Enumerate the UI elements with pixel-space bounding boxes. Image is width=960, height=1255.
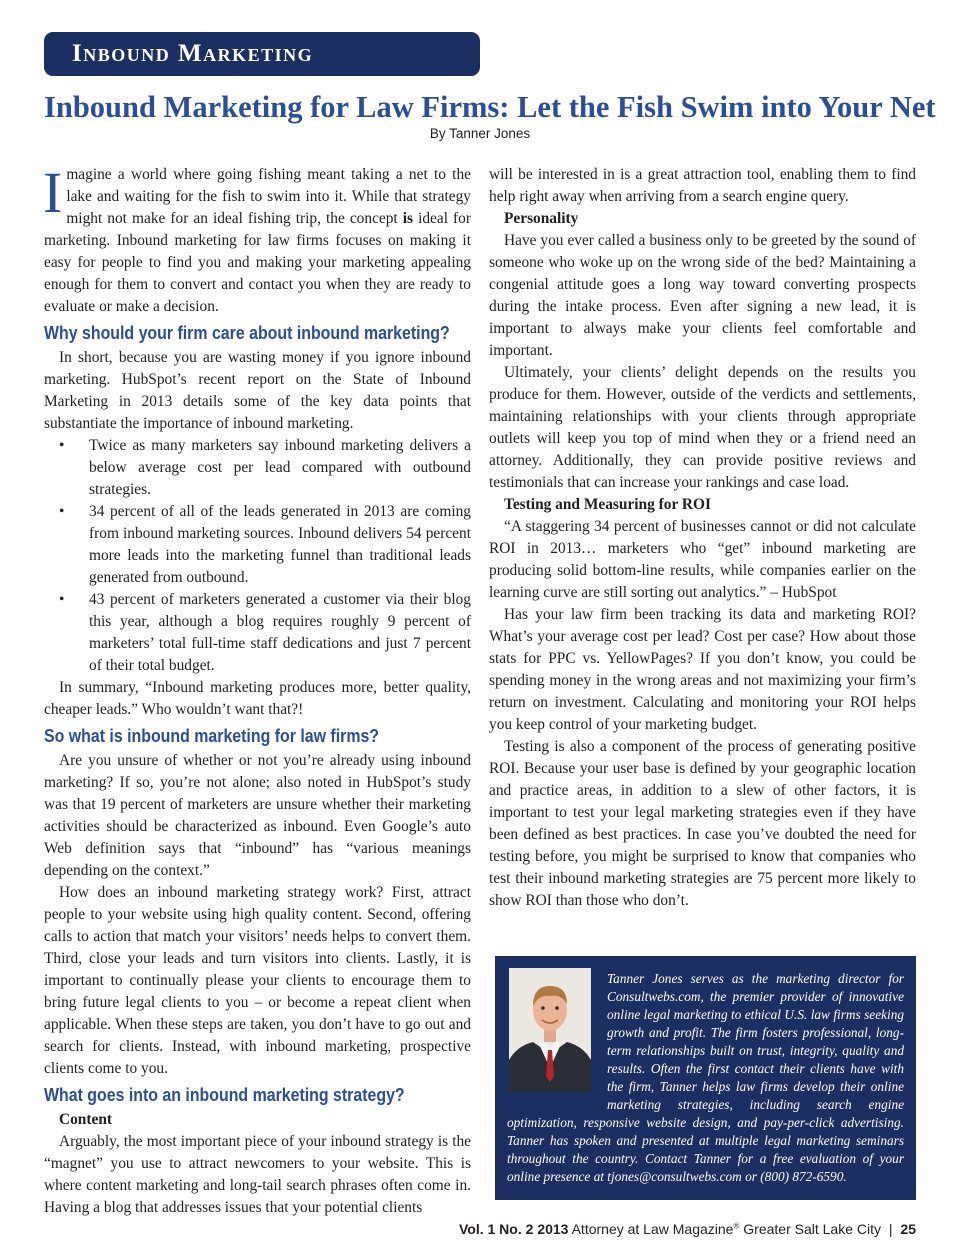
paragraph: Have you ever called a business only to be greeted by the sound of someone who woke up on the wrong side of the bed? Maintaining a congenial attitude goes a long way toward converting prospects during the intake process. Even after signing a new lead, it is important to always make your clients feel comfortable and important.: [489, 232, 916, 359]
intro-paragraph: Imagine a world where going fishing meant taking a net to the lake and waiting for the fish to swim into it. While that strategy might not make for an ideal fishing trip, the concept is ideal for marketing. Inbound marketing for law firms focuses on making it easy for people to find you and making your marketing appealing enough for them to convert and contact you when they are ready to evaluate or make a decision.: [43, 160, 471, 315]
paragraph: Has your law firm been tracking its data and marketing ROI? What’s your average cost per lead? Cost per case? How about those stats for PPC vs. YellowPages? If you don’t know, you could be spending money in the wrong areas and not maximizing your firm’s return on investment. Calculating and monitoring your ROI helps you keep control of your marketing budget.: [489, 606, 916, 733]
section-banner-label: Inbound Marketing: [72, 40, 314, 67]
bullet-icon: •: [59, 437, 65, 454]
bullet-item: • Twice as many marketers say inbound marketing delivers a below average cost per lead compared with outbound strategies.: [59, 437, 471, 498]
bullet-icon: •: [59, 503, 65, 520]
page-number: 25: [900, 1221, 916, 1237]
subhead-why-care: Why should your firm care about inbound marketing?: [44, 322, 450, 343]
paragraph: In short, because you are wasting money if you ignore inbound marketing. HubSpot’s recent report on the State of Inbound Marketing in 2013 details some of the key data points that substantiate the importance of inbound marketing.: [44, 349, 471, 432]
footer-magazine: Attorney at Law Magazine: [571, 1221, 734, 1237]
page-footer: [459, 1221, 916, 1237]
quote-paragraph: “A staggering 34 percent of businesses cannot or did not calculate ROI in 2013… marketers who “get” inbound marketing are producing solid bottom-line results, while companies earlier on the learning curve are still sorting out analytics.” – HubSpot: [489, 518, 916, 601]
paragraph: How does an inbound marketing strategy work? First, attract people to your website using high quality content. Second, offering calls to action that match your visitors’ needs helps to convert them. Third, close your leads and turn visitors into clients. Lastly, it is important to continually please your clients to encourage them to bring future legal clients to you – or become a repeat client when applicable. When these steps are taken, you don’t have to go out and search for clients. Instead, with inbound marketing, prospective clients come to you.: [44, 884, 471, 1077]
right-column: [489, 164, 916, 912]
minihead-testing-roi: Testing and Measuring for ROI: [504, 496, 711, 513]
paragraph: Ultimately, your clients’ delight depends on the results you produce for them. However, outside of the verdicts and settlements, maintaining relationships with your clients through appropriate outlets will keep you top of mind when they or a friend need an attorney. Additionally, they can provide positive reviews and testimonials that can increase your rankings and case load.: [489, 364, 916, 491]
paragraph: Arguably, the most important piece of your inbound strategy is the “magnet” you use to attract newcomers to your website. This is where content marketing and long-tail search phrases often come in. Having a blog that addresses issues that your potential clients: [44, 1133, 471, 1216]
paragraph: Are you unsure of whether or not you’re already using inbound marketing? If so, you’re not alone; also noted in HubSpot’s study was that 19 percent of marketers are unsure whether their marketing activities should be characterized as inbound. Even Google’s auto Web definition says that “inbound” has “various meanings depending on the context.”: [44, 752, 471, 879]
section-banner: [44, 32, 480, 76]
footer-registered-mark: ®: [733, 1221, 740, 1231]
minihead-content: Content: [59, 1111, 113, 1128]
drop-cap: I: [43, 160, 63, 225]
paragraph: Testing is also a component of the process of generating positive ROI. Because your user base is defined by your geographic location and practice areas, in addition to a slew of other factors, it is important to test your legal marketing strategies even if they have been defined as best practices. In case you’ve doubted the need for testing before, you might be surprised to know that companies who test their inbound marketing strategies are 75 percent more likely to show ROI than those who don’t.: [489, 738, 916, 909]
article-headline: Inbound Marketing for Law Firms: Let the Fish Swim into Your Net: [44, 90, 936, 124]
footer-divider: |: [888, 1221, 893, 1237]
bullet-icon: •: [59, 591, 65, 608]
subhead-strategy: What goes into an inbound marketing strategy?: [44, 1084, 405, 1105]
bullet-item: • 34 percent of all of the leads generated in 2013 are coming from inbound marketing sources. Inbound delivers 54 percent more leads into the marketing funnel than traditional leads generated from outbound.: [59, 503, 471, 586]
footer-city: Greater Salt Lake City: [743, 1221, 881, 1237]
bullet-item: • 43 percent of marketers generated a customer via their blog this year, although a blog requires roughly 9 percent of marketers’ total full-time staff dedications and just 7 percent of their total budget.: [59, 591, 471, 674]
left-column: [43, 160, 471, 1219]
minihead-personality: Personality: [504, 210, 579, 227]
footer-year: 2013: [537, 1221, 569, 1237]
stats-bullet-list: [44, 435, 471, 677]
paragraph: will be interested in is a great attraction tool, enabling them to find help right away when arriving from a search engine query.: [489, 166, 916, 205]
author-bio-box: [495, 956, 916, 1200]
author-bio-text: Tanner Jones serves as the marketing director for Consultwebs.com, the premier provider of innovative online legal marketing to ethical U.S. law firms seeking growth and profit. The firm fosters professional, long-term relationships built on trust, integrity, quality and results. Often the first contact their clients have with the firm, Tanner helps law firms develop their online marketing strategies, including search engine optimization, responsive website design, and pay-per-click advertising. Tanner has spoken and presented at multiple legal marketing seminars throughout the country. Contact Tanner for a free evaluation of your online presence at tjones@consultwebs.com or (800) 872-6590.: [507, 971, 904, 1184]
article-byline: By Tanner Jones: [429, 126, 531, 141]
paragraph: In summary, “Inbound marketing produces more, better quality, cheaper leads.” Who wouldn’t want that?!: [44, 679, 471, 718]
footer-issue: Vol. 1 No. 2: [458, 1221, 534, 1237]
subhead-what-is: So what is inbound marketing for law firms?: [44, 725, 380, 746]
